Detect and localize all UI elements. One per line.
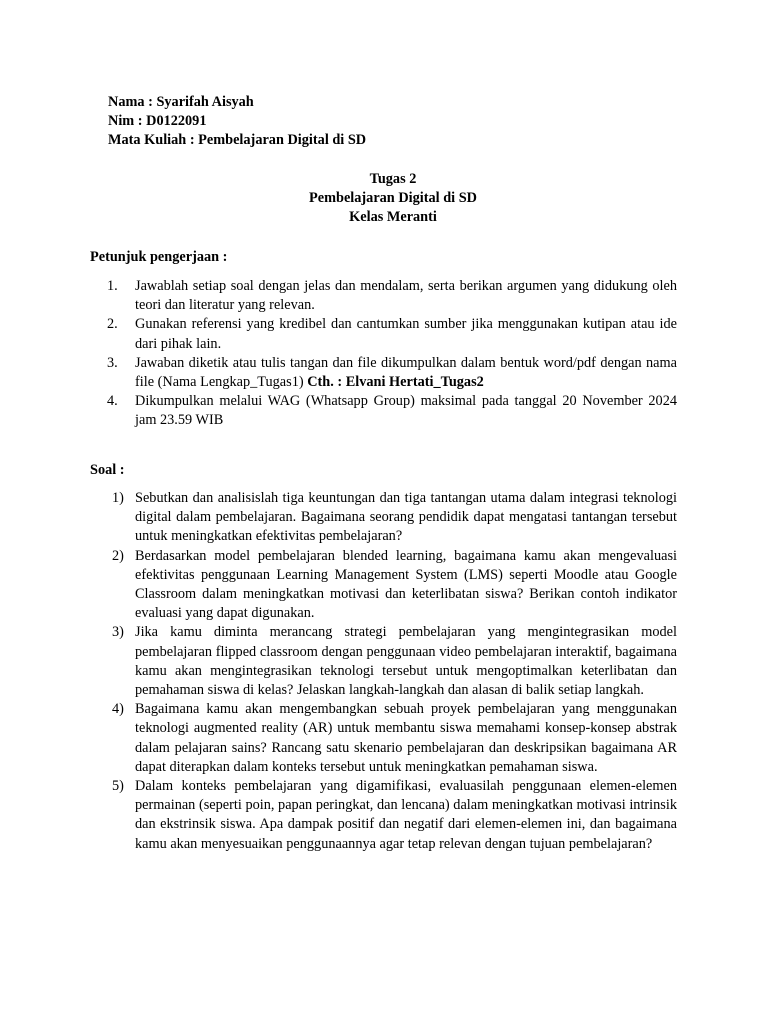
document-title [0,170,768,227]
question-item [90,547,677,624]
instruction-number: 2. [107,316,118,333]
instruction-item [90,277,677,315]
question-number: 1) [112,490,124,506]
questions-list [90,489,677,854]
instruction-text: Jawaban diketik atau tulis tangan dan file dikumpulkan dalam bentuk word/pdf dengan nama file (Nama Lengkap_Tugas1) [135,354,677,391]
instruction-example: Cth. : Elvani Hertati_Tugas2 [307,374,484,391]
question-number: 3) [112,624,124,641]
instruction-text: Jawablah setiap soal dengan jelas dan mendalam, serta berikan argumen yang didukung oleh teori dan literatur yang relevan. [135,278,677,314]
questions-heading: Soal : [90,462,125,478]
question-number: 4) [112,701,124,718]
student-nim: Nim : D0122091 [108,113,207,129]
instruction-item [90,315,677,353]
title-line-3: Kelas Meranti [349,209,437,225]
instruction-item [90,392,677,430]
title-line-1: Tugas 2 [369,171,417,187]
instructions-list [90,277,677,431]
question-item [90,777,677,854]
instructions-heading: Petunjuk pengerjaan : [90,249,228,265]
course-name: Mata Kuliah : Pembelajaran Digital di SD [108,132,367,148]
question-text: Dalam konteks pembelajaran yang digamifikasi, evaluasilah penggunaan elemen-elemen permainan (seperti poin, papan peringkat, dan lencana) dalam meningkatkan motivasi intrinsik dan ekstrinsik siswa. Apa dampak positif dan negatif dari elemen-elemen ini, dan bagaimana kamu akan menyesuaikan penggunaannya agar tetap relevan dengan tujuan pembelajaran? [135,778,677,852]
instruction-number: 3. [107,354,118,371]
question-text: Bagaimana kamu akan mengembangkan sebuah proyek pembelajaran yang menggunakan teknologi augmented reality (AR) untuk membantu siswa memahami konsep-konsep abstrak dalam pelajaran sains? Rancang satu skenario pembelajaran dan deskripsikan bagaimana AR dapat diterapkan dalam konteks tersebut untuk meningkatkan pemahaman siswa. [135,701,677,775]
instruction-text: Gunakan referensi yang kredibel dan cantumkan sumber jika menggunakan kutipan atau ide dari pihak lain. [135,316,677,352]
question-item [90,623,677,700]
question-number: 5) [112,778,124,795]
instruction-item [90,354,677,392]
question-number: 2) [112,547,124,564]
instruction-number: 1. [107,278,118,294]
student-info [108,93,366,150]
title-line-2: Pembelajaran Digital di SD [309,190,477,206]
student-name: Nama : Syarifah Aisyah [108,94,254,110]
question-text: Berdasarkan model pembelajaran blended learning, bagaimana kamu akan mengevaluasi efektivitas penggunaan Learning Management System (LMS) seperti Moodle atau Google Classroom dalam meningkatkan motivasi dan keterlibatan siswa? Berikan contoh indikator evaluasi yang dapat digunakan. [135,547,677,622]
question-text: Sebutkan dan analisislah tiga keuntungan dan tiga tantangan utama dalam integrasi teknologi digital dalam pembelajaran. Bagaimana seorang pendidik dapat mengatasi tantangan tersebut untuk meningkatkan efektivitas pembelajaran? [135,490,677,545]
instruction-text: Dikumpulkan melalui WAG (Whatsapp Group) maksimal pada tanggal 20 November 2024 jam 23.59 WIB [135,393,677,429]
question-item [90,489,677,547]
question-text: Jika kamu diminta merancang strategi pembelajaran yang mengintegrasikan model pembelajaran flipped classroom dengan penggunaan video pembelajaran interaktif, bagaimana kamu akan mengintegrasikan teknologi tersebut untuk mengoptimalkan keterlibatan dan pemahaman siswa di kelas? Jelaskan langkah-langkah dan alasan di balik setiap langkah. [135,624,677,699]
question-item [90,700,677,777]
instruction-number: 4. [107,393,118,410]
